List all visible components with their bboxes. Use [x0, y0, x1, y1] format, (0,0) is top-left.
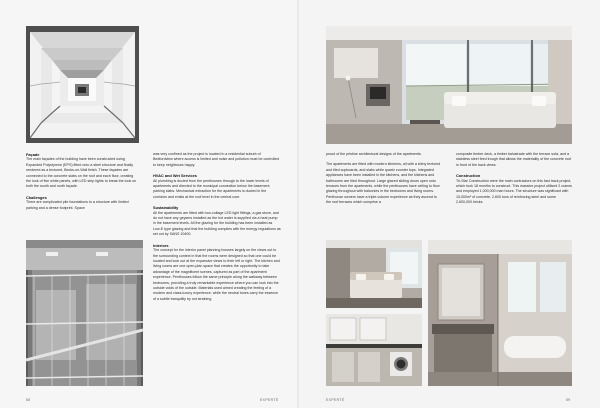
- paragraph-construction: Tri-Star Construction were the main contractors on this fast track project, which took 18 months to construct. This massive project utilised 2 cranes and employed 1,000,000 man hours. The structure was significant with 15,000m² of concrete, 2,600 tons of reinforcing steel and some 2,600,000 bricks.: [456, 178, 572, 205]
- left-text-col-1: [26, 152, 139, 216]
- paragraph-challenges: There are complicated pile foundations to a structure with limited parking and a dense footprint. Space: [26, 200, 129, 210]
- section-heading-challenges: Challenges: [26, 194, 47, 200]
- kitchen-photo: [326, 314, 422, 386]
- running-title-left: EXPERTÉ: [260, 398, 279, 402]
- balustrade-image: [26, 240, 143, 386]
- balustrade-photo: [26, 240, 143, 386]
- section-heading-sustainability: Sustainability: [153, 205, 179, 211]
- stairwell-image: [26, 26, 139, 143]
- paragraph-facade: The main façades of the building have been constructed using Expanded Polystyrene (EPS) fitted onto a steel structure and finally rendered as a textured, Becks-on-Wall finish. These façades are connected to the concrete slabs on the roof and each floor, creating the look of five white panels, with LED strip lights to break the look on both the south and north façade.: [26, 157, 137, 189]
- stairwell-photo: [26, 26, 139, 143]
- paragraph-apartments: The apartments are fitted with modern kitchens, all with a shiny textured and tiled cupboards, and slabs while quartz counter tops. Integrated appliances have been installed in the kitchens, and the kitchens and bathrooms are tiled throughout. Large glazed sliding doors open onto terraces from the apartments, while the penthouses have ceiling to floor glazing throughout with balconies in the bedrooms and living rooms. Penthouse owners have a triple-volume experience as they ascend to the roof terraces which comprise a: [326, 162, 441, 205]
- bathroom-image: [428, 240, 572, 386]
- right-text-col-2: [456, 152, 572, 211]
- section-heading-interiors: Interiors: [153, 242, 169, 248]
- paragraph-apartments-intro: proud of the pristine architectural designs of the apartments.: [326, 152, 422, 156]
- right-text-col-1: [326, 152, 442, 211]
- paragraph-interiors: The concept for the interior panel planning focuses largely on the views out to the surrounding context in that the rooms were designed so that one could be located and look out at the expansive views to their left or right. The kitchen and living rooms are one open-plan space that creates the opportunity to take advantage of the magnificent scenes, captured as part of the apartment experience. Penthouses follow the same principle along the walkway between bedrooms, providing a truly remarkable experience where you can look into the outside voids of the outside. Materials used aimed creating the feeling of a modern and class-luxury experience, while the neutral tones carry the essence of a subtle tranquility by not straining: [153, 248, 280, 301]
- page-number-right: 59: [566, 398, 571, 402]
- paragraph-location: was very confined as the project is located in a residential suburb of Bedfordview where access is limited and noise and pollution must be controlled to keep neighbours happy.: [153, 152, 280, 167]
- page-number-left: 58: [26, 398, 31, 402]
- paragraph-roof-terrace: composite timber deck, a timber balustrade with the terrace sofa, and a stainless steel feed trough that allows the materiality of the concrete roof in front of the back views.: [456, 152, 572, 167]
- running-title-right: EXPERTÉ: [326, 398, 345, 402]
- left-text-col-2: [153, 152, 281, 307]
- bathroom-photo: [428, 240, 572, 386]
- section-heading-facade: Façade: [26, 152, 40, 157]
- kitchen-image: [326, 314, 422, 386]
- bedroom-image: [326, 240, 422, 308]
- paragraph-sustainability: All the apartments are fitted with low-voltage LED light fittings, a gas stove, and do not have any geysers installed as the hot water is supplied via a heat pump in the basement levels. All the glazing for the building has been installed as Low-E type glazing and that the building complies with the energy regulations as set out by SANS 10400.: [153, 210, 281, 237]
- right-page: [300, 0, 600, 408]
- bedroom-photo: [326, 240, 422, 308]
- living-room-image: [326, 26, 572, 144]
- section-heading-construction: Construction: [456, 173, 481, 179]
- section-heading-hvac: HVAC and Wet Services: [153, 173, 197, 179]
- living-room-photo: [326, 26, 572, 144]
- paragraph-hvac: All plumbing is ducted from the penthouses through to the lower levels of apartments and directed to the municipal connection below the basement parking slabs. Mechanical extraction for the apartments is ducted in the corridors and exists at the roof level in the central core.: [153, 178, 270, 199]
